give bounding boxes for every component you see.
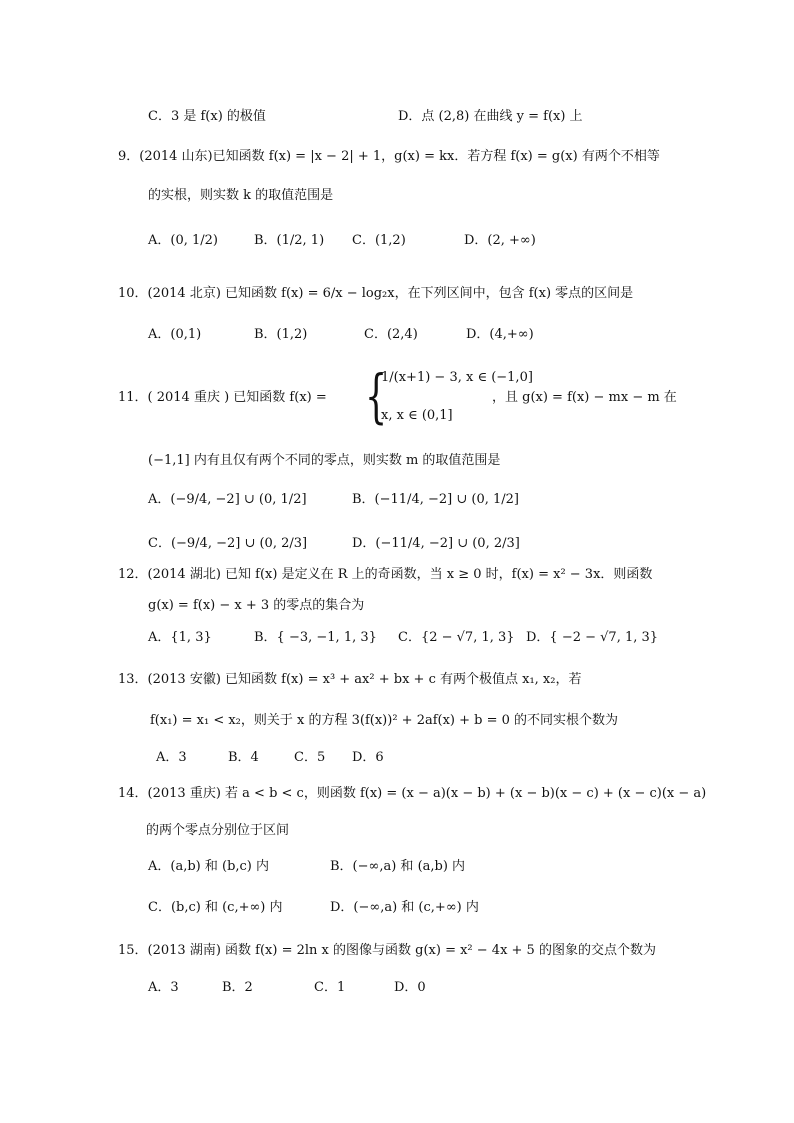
q9-option-a: A．(0, 1/2)	[148, 233, 218, 248]
q9-option-d: D．(2, +∞)	[464, 233, 536, 248]
q11-piecewise	[365, 362, 533, 430]
q11-option-d: D．(−11/4, −2] ∪ (0, 2/3]	[352, 536, 520, 551]
q13-stem-cont: f(x₁) = x₁ < x₂，则关于 x 的方程 3(f(x))² + 2af(x) + b = 0 的不同实根个数为	[150, 713, 619, 728]
q14-stem: 14．(2013 重庆) 若 a < b < c，则函数 f(x) = (x − a)(x − b) + (x − b)(x − c) + (x − c)(x − a)	[118, 786, 707, 801]
q8-option-c: C．3 是 f(x) 的极值	[148, 109, 266, 124]
q13-option-d: D．6	[352, 750, 384, 765]
q12-option-d: D．{ −2 − √7, 1, 3}	[526, 630, 659, 645]
q12-stem: 12．(2014 湖北) 已知 f(x) 是定义在 R 上的奇函数，当 x ≥ 0 时，f(x) = x² − 3x．则函数	[118, 567, 653, 582]
q13-stem: 13．(2013 安徽) 已知函数 f(x) = x³ + ax² + bx + c 有两个极值点 x₁, x₂，若	[118, 672, 582, 687]
q11-case-2: x, x ∈ (0,1]	[381, 408, 453, 423]
q12-stem-cont: g(x) = f(x) − x + 3 的零点的集合为	[148, 598, 365, 613]
q11-stem-prefix: 11．( 2014 重庆 ) 已知函数 f(x) =	[118, 390, 327, 405]
q10-stem: 10．(2014 北京) 已知函数 f(x) = 6/x − log₂x，在下列区间中，包含 f(x) 零点的区间是	[118, 286, 634, 301]
q11-case-1: 1/(x+1) − 3, x ∈ (−1,0]	[381, 370, 533, 385]
q10-option-d: D．(4,+∞)	[466, 327, 534, 342]
q11-option-a: A．(−9/4, −2] ∪ (0, 1/2]	[148, 492, 307, 507]
q13-option-c: C．5	[294, 750, 326, 765]
q8-option-d: D．点 (2,8) 在曲线 y = f(x) 上	[398, 109, 583, 124]
q15-option-a: A．3	[148, 980, 179, 995]
q12-option-a: A．{1, 3}	[148, 630, 212, 645]
q15-option-b: B．2	[222, 980, 253, 995]
q10-option-b: B．(1,2)	[254, 327, 308, 342]
q10-option-a: A．(0,1)	[148, 327, 202, 342]
q11-stem-suffix: ，且 g(x) = f(x) − mx − m 在	[492, 390, 677, 405]
q12-option-c: C．{2 − √7, 1, 3}	[398, 630, 515, 645]
q15-option-c: C．1	[314, 980, 346, 995]
q11-stem-cont: (−1,1] 内有且仅有两个不同的零点，则实数 m 的取值范围是	[148, 453, 501, 468]
q14-option-c: C．(b,c) 和 (c,+∞) 内	[148, 900, 283, 915]
q11-option-c: C．(−9/4, −2] ∪ (0, 2/3]	[148, 536, 308, 551]
q14-option-d: D．(−∞,a) 和 (c,+∞) 内	[330, 900, 479, 915]
q11-option-b: B．(−11/4, −2] ∪ (0, 1/2]	[352, 492, 519, 507]
q13-option-a: A．3	[156, 750, 187, 765]
q11-brace: {	[365, 362, 388, 430]
q13-option-b: B．4	[228, 750, 259, 765]
q9-option-b: B．(1/2, 1)	[254, 233, 325, 248]
q9-stem-cont: 的实根，则实数 k 的取值范围是	[148, 188, 334, 203]
q9-option-c: C．(1,2)	[352, 233, 406, 248]
q15-stem: 15．(2013 湖南) 函数 f(x) = 2ln x 的图像与函数 g(x) = x² − 4x + 5 的图象的交点个数为	[118, 943, 656, 958]
q14-stem-cont: 的两个零点分别位于区间	[146, 823, 290, 838]
q12-option-b: B．{ −3, −1, 1, 3}	[254, 630, 377, 645]
q14-option-a: A．(a,b) 和 (b,c) 内	[148, 859, 270, 874]
q9-stem: 9．(2014 山东)已知函数 f(x) = |x − 2| + 1，g(x) = kx．若方程 f(x) = g(x) 有两个不相等	[118, 149, 660, 164]
q15-option-d: D．0	[394, 980, 426, 995]
q14-option-b: B．(−∞,a) 和 (a,b) 内	[330, 859, 466, 874]
q10-option-c: C．(2,4)	[364, 327, 418, 342]
